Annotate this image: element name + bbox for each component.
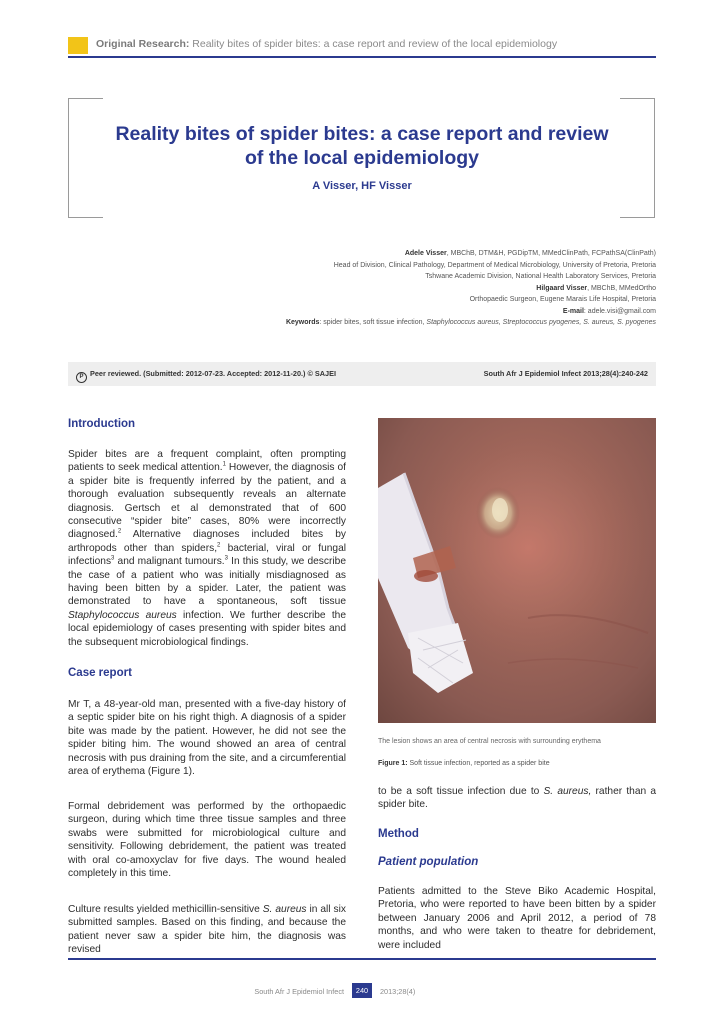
introduction-body: Spider bites are a frequent complaint, often prompting patients to seek medical attention.$^1$ However, the diagnosis of a spider bite is frequently inferred by the patient, and a thorough evaluation subsequently reveals an alternate diagnosis. Gertsch et al demonstrated that of 600 consecutive “spider bite” cases, 80% were incorrectly diagnosed.$^2$ Alternative diagnoses included bites by arthropods other than spiders,$^2$ bacterial, viral or fungal infections$^3$ and malignant tumours.$^3$ In this study, we describe the case of a patient who was initially misdiagnosed as having been bitten by a spider. Later, the patient was demonstrated to have a spontaneous, soft tissue Staphylococcus aureus infection. We further describe the local epidemiology of cases presenting with spider bites and the subsequent microbiological findings. (68, 449, 347, 648)
case-report-para-1: Mr T, a 48-year-old man, presented with a five-day history of a septic spider bite on his right thigh. A diagnosis of a spider bite was made by the patient. However, he did not see the spider biting him. The wound showed an area of central necrosis with pus draining from the site, and a circumferential area of erythema (Figure 1). (68, 699, 346, 778)
author2-affiliation: Orthopaedic Surgeon, Eugene Marais Life Hospital, Pretoria (469, 296, 656, 303)
running-header-text: Reality bites of spider bites: a case report and review of the local epidemiology (189, 38, 558, 50)
figure-caption (378, 760, 550, 767)
case-report-para-2: Formal debridement was performed by the orthopaedic surgeon, during which time three tissue samples and three swabs were submitted for microbiological culture and sensitivity. Following debridement, the patient was treated with oral co-amoxyclav for five days. The wound healed completely in this time. (68, 801, 346, 880)
header-rule (68, 56, 656, 58)
peer-review-info (76, 369, 336, 383)
footer-journal: South Afr J Epidemiol Infect (254, 987, 344, 996)
email-value[interactable]: : adele.visi@gmail.com (583, 307, 656, 315)
citation: South Afr J Epidemiol Infect 2013;28(4):240-242 (483, 369, 648, 378)
citation-ref[interactable]: 1 (222, 462, 226, 469)
keywords-label: Keywords (285, 319, 320, 326)
article-title: Reality bites of spider bites: a case report and review of the local epidemiology (115, 123, 609, 169)
email-label: E-mail (562, 307, 584, 315)
running-header (96, 38, 557, 50)
email-line (200, 306, 656, 318)
citation-ref[interactable]: 2 (117, 529, 122, 536)
figure-1-photo (378, 418, 656, 723)
citation-ref[interactable]: 3 (224, 555, 228, 562)
page-number: 240 (352, 983, 372, 998)
figure-photo-note: The lesion shows an area of central necrosis with surrounding erythema (378, 738, 601, 745)
footer-rule (68, 958, 656, 960)
peer-review-icon: P (76, 372, 87, 383)
author1-quals: , MBChB, DTM&H, PGDipTM, MMedClinPath, FCPathSA(ClinPath) (446, 250, 656, 257)
case-report-heading: Case report (68, 667, 132, 679)
peer-review-text: Peer reviewed. (Submitted: 2012-07-23. Accepted: 2012-11-20.) © SAJEI (90, 369, 337, 378)
author1-name: Adele Visser (404, 250, 447, 257)
author2-name: Hilgaard Visser (536, 284, 588, 292)
running-header-label: Original Research: (96, 38, 190, 50)
author1-affiliation: Head of Division, Clinical Pathology, Department of Medical Microbiology, University of Pretoria, Pretoria (333, 261, 656, 269)
affiliations (200, 248, 656, 329)
footer-issue: 2013;28(4) (380, 987, 416, 996)
keywords-line (200, 317, 656, 329)
author1-line (200, 248, 656, 260)
keywords-text: : spider bites, soft tissue infection, (319, 319, 427, 326)
case-report-continuation: to be a soft tissue infection due to S. aureus, rather than a spider bite. (378, 786, 657, 811)
method-heading: Method (378, 828, 419, 840)
header-marker (68, 37, 88, 54)
author2-quals: , MBChB, MMedOrtho (587, 284, 656, 292)
article-authors: A Visser, HF Visser (312, 180, 412, 192)
figure-caption-text: Soft tissue infection, reported as a spider bite (407, 760, 550, 767)
title-frame-right (620, 98, 655, 218)
case-report-para-3: Culture results yielded methicillin-sensitive S. aureus in all six submitted samples. Based on this finding, and because the patient never saw a spider bite him, the diagnosis was revised (68, 904, 346, 956)
citation-ref[interactable]: 2 (217, 542, 221, 549)
author1-affiliation-2: Tshwane Academic Division, National Health Laboratory Services, Pretoria (425, 273, 656, 280)
author2-line (200, 283, 656, 295)
citation-ref[interactable]: 3 (111, 555, 115, 562)
keywords-species: Staphylococcus aureus, Streptococcus pyogenes, S. aureus, S. pyogenes (426, 319, 656, 326)
method-para-1: Patients admitted to the Steve Biko Academic Hospital, Pretoria, who were reported to have been bitten by a spider between January 2006 and April 2012, a period of 78 months, and who were taken to theatre for debridement, were included (378, 886, 656, 951)
title-frame-left (68, 98, 103, 218)
introduction-heading: Introduction (68, 418, 136, 430)
figure-label: Figure 1: (378, 760, 408, 767)
patient-population-heading: Patient population (378, 856, 479, 868)
wound-illustration (378, 418, 656, 723)
